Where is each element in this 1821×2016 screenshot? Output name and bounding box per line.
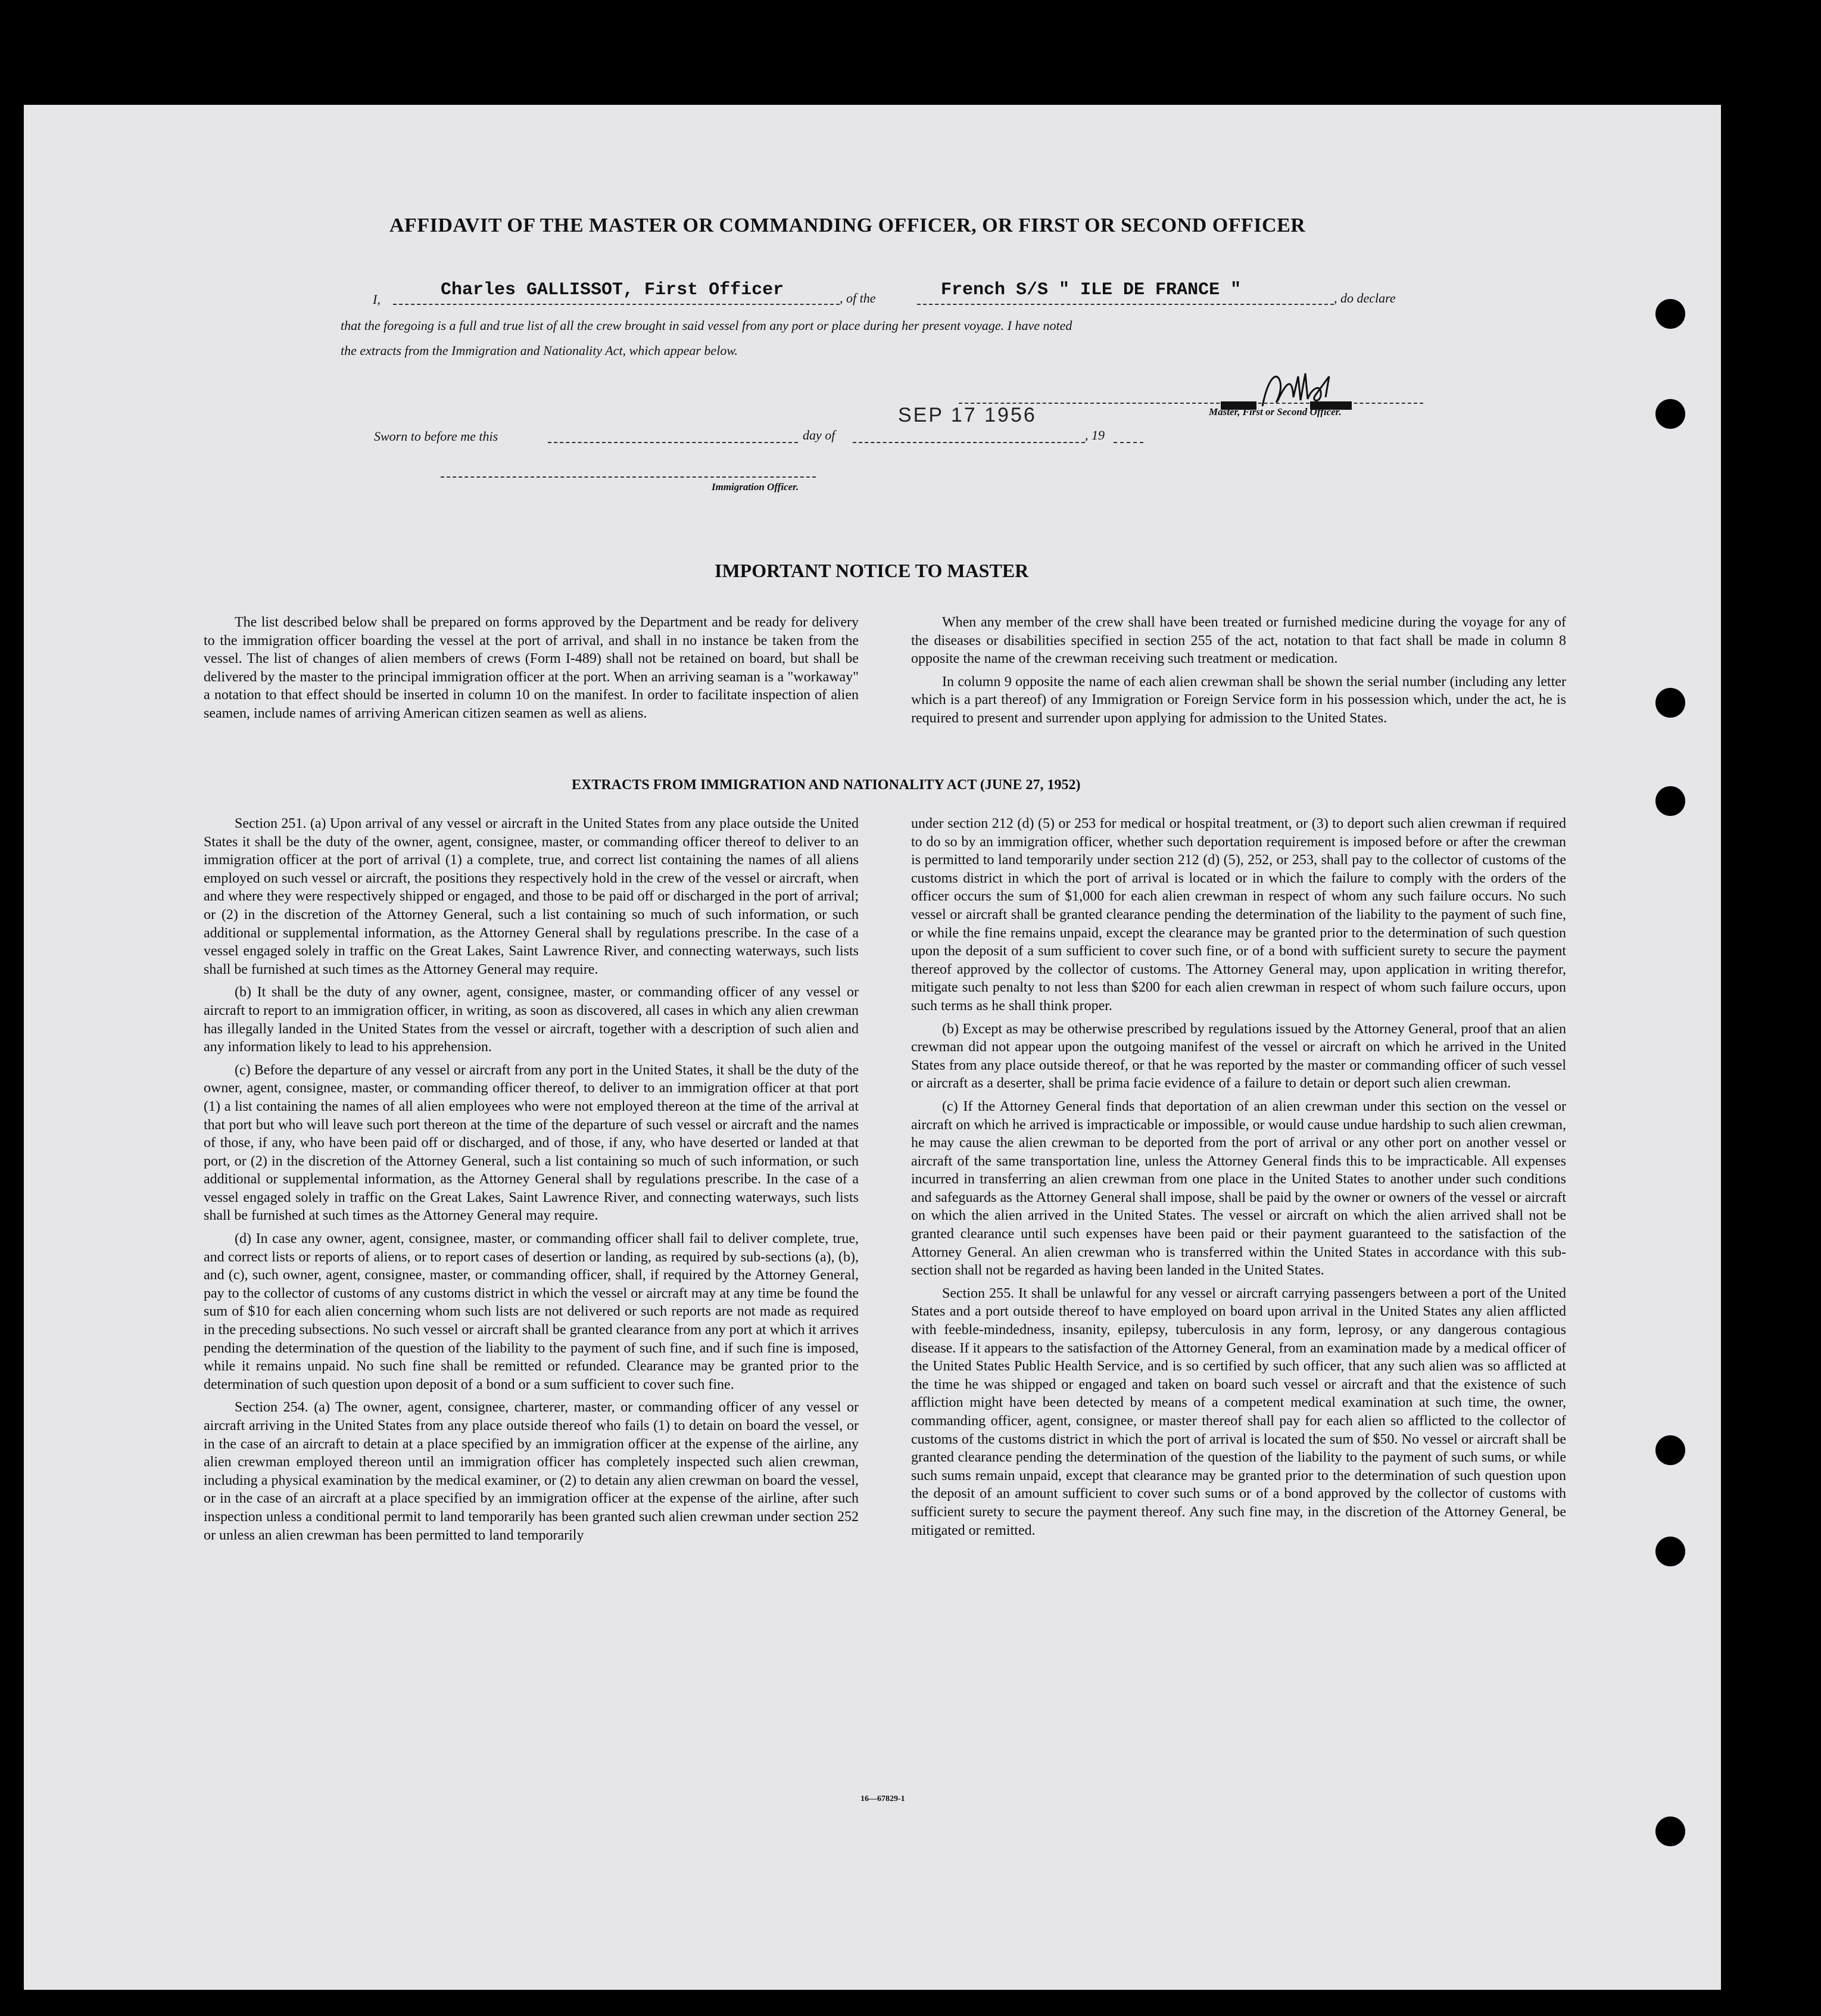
officer-name: Charles GALLISSOT, First Officer [441,280,784,300]
notice-right-paragraph-1: When any member of the crew shall have been treated or furnished medicine during the voyage for any of the diseases or disabilities specified in section 255 of the act, notation to that fact shall be made in column 8 opposite the name of the crewman receiving such treatment or medication. [911,615,1566,667]
day-of-text: day of [803,428,835,443]
year-text: , 19 [1085,428,1105,443]
name-blank [393,304,840,305]
of-the-text: , of the [840,291,876,306]
section-paragraph: (b) It shall be the duty of any owner, agent, consignee, master, or commanding officer of any vessel or aircraft to report to an immigration officer, in writing, as soon as discovered, all cases in which any alien crewman has illegally landed in the United States from the vessel or aircraft, together with a description of such alien and any information likely to lead to his apprehension. [204,984,859,1055]
section-paragraph: Section 254. (a) The owner, agent, consignee, charterer, master, or commanding officer of any vessel or aircraft arriving in the United States from any place outside thereof who fails (1) to detain on board the vessel, or in the case of an aircraft to detain at a place specified by an immigration officer at the expense of the airline, any alien crewman employed thereon until an immigration officer has completely inspected such alien crewman, including a physical examination by the medical examiner, or (2) to detain any alien crewman on board the vessel, or in the case of an aircraft at a place specified by an immigration officer at the expense of the airline, after such inspection unless a conditional permit to land temporarily has been granted such alien crewman under section 252 or unless an alien crewman has been permitted to land temporarily [204,1400,859,1543]
sworn-day-blank [548,442,798,443]
declaration-i: I, [373,292,381,307]
punch-hole [1655,1435,1685,1465]
punch-hole [1655,399,1685,429]
immigration-officer-blank [441,476,816,478]
section-paragraph: (c) Before the departure of any vessel or aircraft from any port in the United States, it shall be the duty of the owner, agent, consignee, master, or commanding officer thereof, to deliver to an immigration officer at that port (1) a list containing the names of all alien employees who were not employed thereon at the time of the arrival at that port but who will leave such port thereon at the time of the departure of such vessel or aircraft and the names of those, if any, who have been paid off or discharged, and of those, if any, who have deserted or landed at that port, or (2) in the discretion of the Attorney General, such a list containing so much of such information, or such additional or supplemental information, as the Attorney General shall by regulations prescribe. In the case of a vessel engaged solely in traffic on the Great Lakes, Saint Lawrence River, and connecting waterways, such lists shall be furnished at such times as the Attorney General may require. [204,1062,859,1224]
notice-heading: IMPORTANT NOTICE TO MASTER [715,560,1029,581]
section-paragraph: under section 212 (d) (5) or 253 for medical or hospital treatment, or (3) to deport such alien crewman if required to do so by an immigration officer, whether such deportation requirement is imposed before or after the crewman is permitted to land temporarily under section 212 (d) (5), 252, or 253, shall pay to the collector of customs of the customs district in which the port of arrival is located or in which the failure to comply with the orders of the officer occurs the sum of $1,000 for each alien crewman in respect of whom any such failure occurs. No such vessel or aircraft shall be granted clearance pending the determination of the liability to the payment of such fine, or while the fine remains unpaid, except the clearance may be granted prior to the determination of such question upon the deposit of a sum sufficient to cover such fine, or of a bond with sufficient surety to secure the payment thereof approved by the collector of customs. The Attorney General may, upon application in writing therefor, mitigate such penalty to not less than $200 for each alien crewman in respect of whom such failure occurs, upon such terms as he shall think proper. [911,816,1566,1014]
vessel-name: French S/S " ILE DE FRANCE " [941,280,1242,300]
do-declare-text: , do declare [1334,291,1396,306]
section-paragraph: Section 255. It shall be unlawful for any vessel or aircraft carrying passengers between a port of the United States and a port outside thereof to have employed on board upon arrival in the United States any alien afflicted with feeble-mindedness, insanity, epilepsy, tuberculosis in any form, leprosy, or any dangerous contagious disease. If it appears to the satisfaction of the Attorney General, from an examination made by a medical officer of the United States Public Health Service, and is so certified by such officer, that any such alien was so afflicted at the time he was shipped or engaged and taken on board such vessel or aircraft and that the existence of such affliction might have been detected by means of a competent medical examination at such time, the owner, commanding officer, agent, consignee, or master thereof shall pay for each alien so afflicted to the collector of customs of the customs district in which the port of arrival is located the sum of $50. No vessel or aircraft shall be granted clearance pending the determination of the question of the liability to the payment of such sums, or while such sums remain unpaid, except that clearance may be granted prior to the determination of such question upon the deposit of an amount sufficient to cover such sums or of a bond approved by the collector of customs with sufficient surety to secure the payment thereof. Any such fine may, in the discretion of the Attorney General, be mitigated or remitted. [911,1285,1566,1538]
immigration-officer-caption: Immigration Officer. [712,481,799,493]
notice-right-paragraph-2: In column 9 opposite the name of each alien crewman shall be shown the serial number (including any letter which is a part thereof) of any Immigration or Foreign Service form in his possession which, under the act, he is required to present and surrender upon applying for admission to the United States. [911,674,1566,726]
section-paragraph: (c) If the Attorney General finds that deportation of an alien crewman under this section on the vessel or aircraft on which he arrived is impracticable or impossible, or would cause undue hardship to such alien crewman, he may cause the alien crewman to be deported from the port of arrival or any other port on another vessel or aircraft of the same transportation line, unless the Attorney General finds this to be impracticable. All expenses incurred in transferring an alien crewman from one place in the United States to another under such conditions and safeguards as the Attorney General shall impose, shall be paid by the owner or owners of the vessel or aircraft on which the alien arrived in the United States. The vessel or aircraft on which the alien arrived shall not be granted clearance until such expenses have been paid or their payment guaranteed to the satisfaction of the Attorney General. An alien crewman who is transferred within the United States in accordance with this sub-section shall not be regarded as having been landed in the United States. [911,1098,1566,1279]
extracts-right-column [911,815,1566,1544]
vessel-blank [917,304,1334,305]
punch-hole [1655,299,1685,329]
section-paragraph: (b) Except as may be otherwise prescribed by regulations issued by the Attorney General, proof that an alien crewman did not appear upon the outgoing manifest of the vessel or aircraft on which he arrived in the United States from any place outside thereof, or that he was reported by the master or commanding officer of such vessel or aircraft as a deserter, shall be prima facie evidence of a failure to detain or deport such alien crewman. [911,1021,1566,1092]
notice-right-column [911,613,1566,733]
sworn-month-blank [853,442,1085,443]
extracts-heading: EXTRACTS FROM IMMIGRATION AND NATIONALITY ACT (JUNE 27, 1952) [572,777,1081,793]
punch-hole [1655,688,1685,718]
extracts-left-column [204,815,859,1549]
punch-hole [1655,1537,1685,1566]
sworn-text: Sworn to before me this [374,429,498,444]
year-blank [1114,442,1143,443]
notice-left-paragraph: The list described below shall be prepared on forms approved by the Department and be ready for delivery to the immigration officer boarding the vessel at the port of arrival, and shall in no instance be taken from the vessel. The list of changes of alien members of crews (Form I-489) shall not be retained on board, but shall be delivered by the master to the principal immigration officer at the port. When an arriving seaman is a "workaway" a notation to that effect should be inserted in column 10 on the manifest. In order to facilitate inspection of alien seamen, include names of arriving American citizen seamen as well as aliens. [204,615,859,721]
notice-left-column [204,613,859,728]
punch-hole [1655,786,1685,816]
form-number: 16—67829-1 [860,1794,905,1803]
date-stamp: SEP 17 1956 [898,404,1037,426]
declaration-line-2: that the foregoing is a full and true list of all the crew brought in said vessel from any port or place during her present voyage. I have noted [341,318,1072,333]
affidavit-title: AFFIDAVIT OF THE MASTER OR COMMANDING OFFICER, OR FIRST OR SECOND OFFICER [389,214,1306,236]
master-caption: Master, First or Second Officer. [1209,406,1342,417]
section-paragraph: Section 251. (a) Upon arrival of any vessel or aircraft in the United States from any place outside the United States it shall be the duty of the owner, agent, consignee, master, or commanding officer thereof to deliver to an immigration officer at the port of arrival (1) a complete, true, and correct list containing the names of all aliens employed on such vessel or aircraft, the positions they respectively hold in the crew of the vessel or aircraft, when and where they were respectively shipped or engaged, and those to be paid off or discharged in the port of arrival; or (2) in the discretion of the Attorney General, such a list containing so much of such information, or such additional or supplemental information, as the Attorney General shall by regulations prescribe. In the case of a vessel engaged solely in traffic on the Great Lakes, Saint Lawrence River, and connecting waterways, such lists shall be furnished at such times as the Attorney General may require. [204,816,859,977]
declaration-line-3: the extracts from the Immigration and Nationality Act, which appear below. [341,343,738,358]
section-paragraph: (d) In case any owner, agent, consignee, master, or commanding officer shall fail to deliver complete, true, and correct lists or reports of aliens, or to report cases of desertion or landing, as required by sub-sections (a), (b), and (c), such owner, agent, consignee, master, or commanding officer, shall, if required by the Attorney General, pay to the collector of customs of any customs district in which the vessel or aircraft may at any time be found the sum of $10 for each alien concerning whom such lists are not delivered or such reports are not made as required in the preceding subsections. No such vessel or aircraft shall be granted clearance from any port at which it arrives pending the determination of the question of the liability to the payment of such fine, and if such fine is imposed, while it remains unpaid. No such fine shall be remitted or refunded. Clearance may be granted prior to the determination of such question upon deposit of a bond or a sum sufficient to cover such fine. [204,1231,859,1392]
punch-hole [1655,1816,1685,1846]
